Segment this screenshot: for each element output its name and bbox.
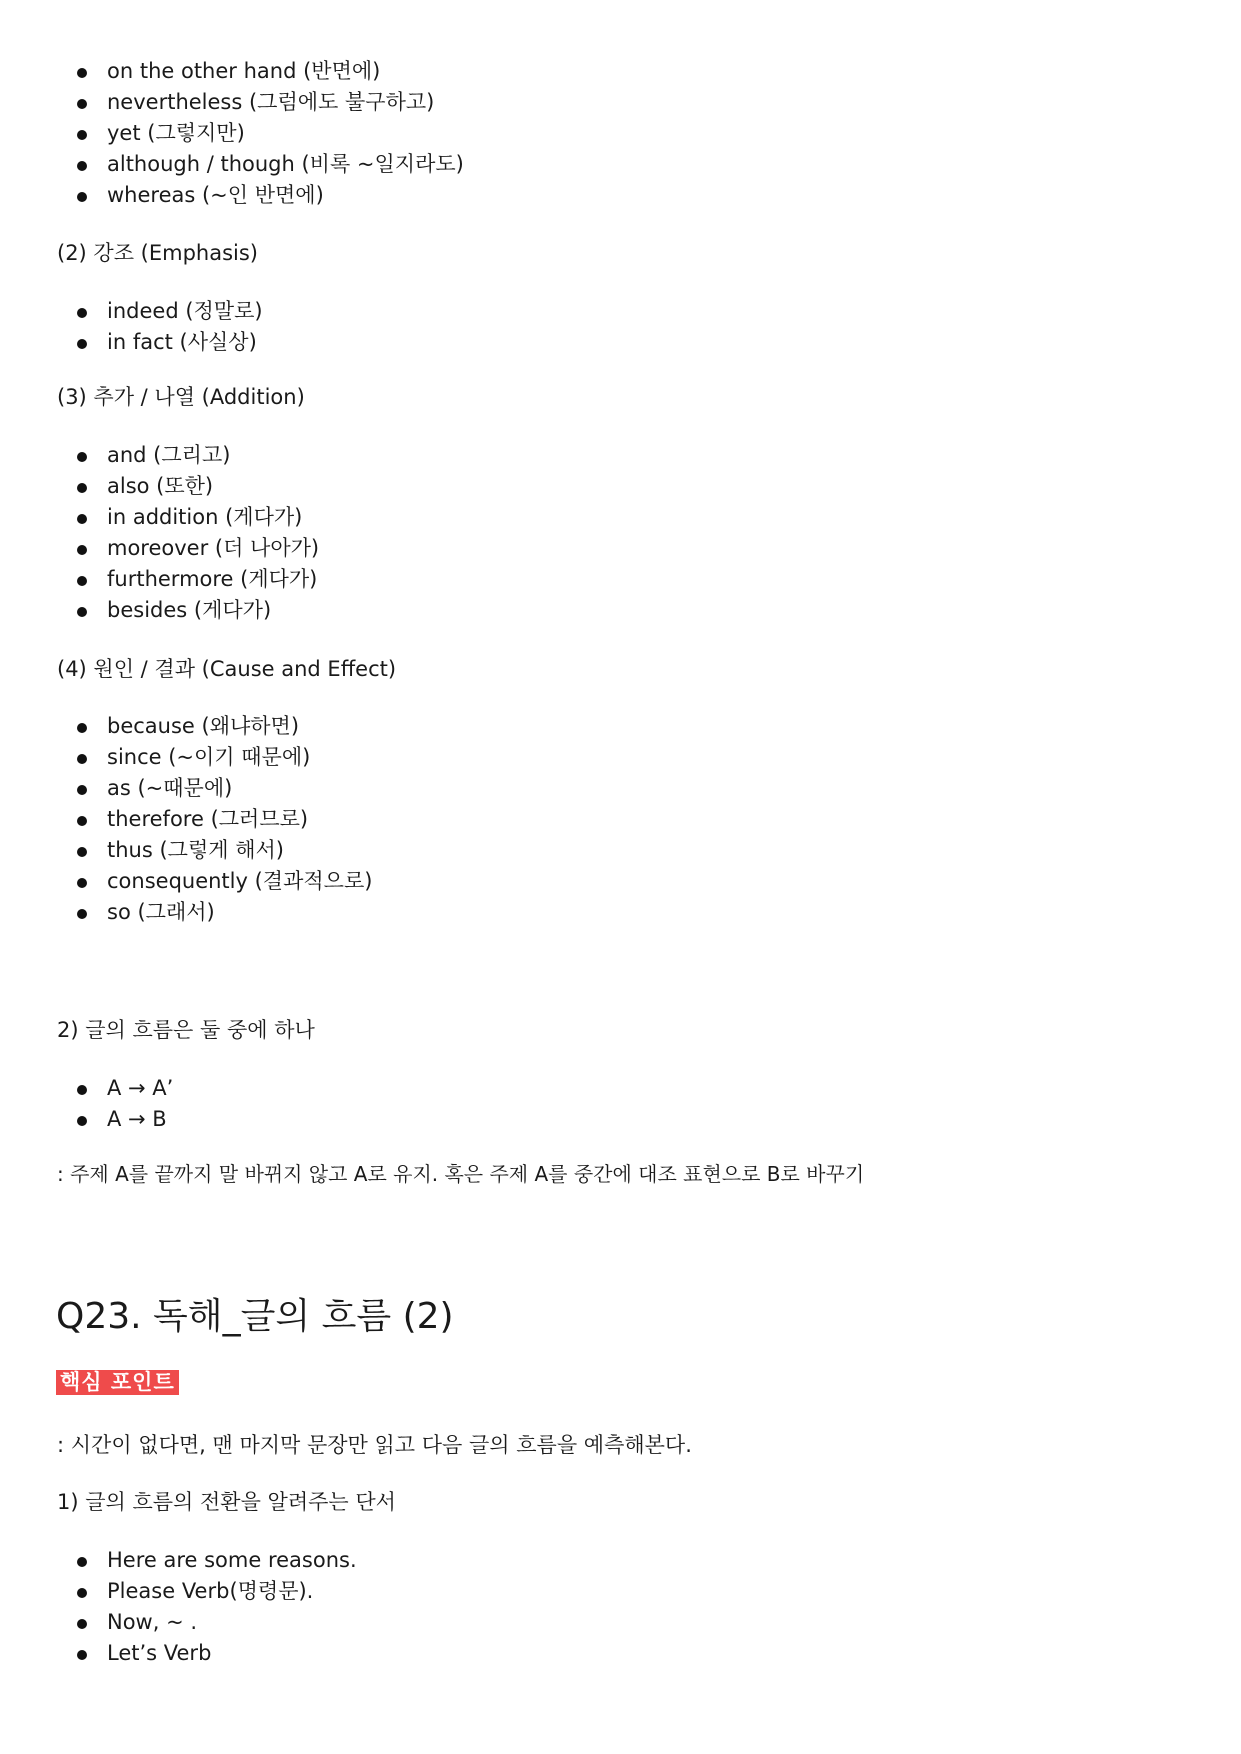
- section-heading-cause-effect: (4) 원인 / 결과 (Cause and Effect): [57, 657, 397, 681]
- list-item: Please Verb(명령문).: [0, 1576, 357, 1607]
- section-heading-flow: 2) 글의 흐름은 둘 중에 하나: [57, 1018, 315, 1042]
- list-item: also (또한): [0, 471, 319, 502]
- section-heading-clues: 1) 글의 흐름의 전환을 알려주는 단서: [57, 1490, 396, 1514]
- list-item: as (~때문에): [0, 773, 372, 804]
- list-item: Here are some reasons.: [0, 1545, 357, 1576]
- cause-effect-list: [0, 711, 372, 928]
- contrast-list: [0, 56, 464, 211]
- list-item: in fact (사실상): [0, 327, 263, 358]
- section-heading-addition: (3) 추가 / 나열 (Addition): [57, 385, 305, 409]
- list-item: yet (그렇지만): [0, 118, 464, 149]
- q23-title: Q23. 독해_글의 흐름 (2): [56, 1296, 454, 1337]
- list-item: furthermore (게다가): [0, 564, 319, 595]
- list-item: since (~이기 때문에): [0, 742, 372, 773]
- list-item: and (그리고): [0, 440, 319, 471]
- list-item: because (왜냐하면): [0, 711, 372, 742]
- list-item: besides (게다가): [0, 595, 319, 626]
- list-item: Let’s Verb: [0, 1638, 357, 1669]
- list-item: consequently (결과적으로): [0, 866, 372, 897]
- addition-list: [0, 440, 319, 626]
- list-item: although / though (비록 ~일지라도): [0, 149, 464, 180]
- list-item: on the other hand (반면에): [0, 56, 464, 87]
- q23-tip: : 시간이 없다면, 맨 마지막 문장만 읽고 다음 글의 흐름을 예측해본다.: [57, 1433, 692, 1457]
- key-point-badge: 핵심 포인트: [56, 1370, 179, 1395]
- list-item: A → B: [0, 1104, 173, 1135]
- list-item: moreover (더 나아가): [0, 533, 319, 564]
- flow-list: [0, 1073, 173, 1135]
- clue-list: [0, 1545, 357, 1669]
- list-item: in addition (게다가): [0, 502, 319, 533]
- list-item: therefore (그러므로): [0, 804, 372, 835]
- emphasis-list: [0, 296, 263, 358]
- flow-note: : 주제 A를 끝까지 말 바뀌지 않고 A로 유지. 혹은 주제 A를 중간에 대조 표현으로 B로 바꾸기: [57, 1162, 865, 1186]
- list-item: whereas (~인 반면에): [0, 180, 464, 211]
- list-item: Now, ~ .: [0, 1607, 357, 1638]
- list-item: so (그래서): [0, 897, 372, 928]
- list-item: indeed (정말로): [0, 296, 263, 327]
- list-item: A → A’: [0, 1073, 173, 1104]
- section-heading-emphasis: (2) 강조 (Emphasis): [57, 241, 259, 265]
- list-item: thus (그렇게 해서): [0, 835, 372, 866]
- list-item: nevertheless (그럼에도 불구하고): [0, 87, 464, 118]
